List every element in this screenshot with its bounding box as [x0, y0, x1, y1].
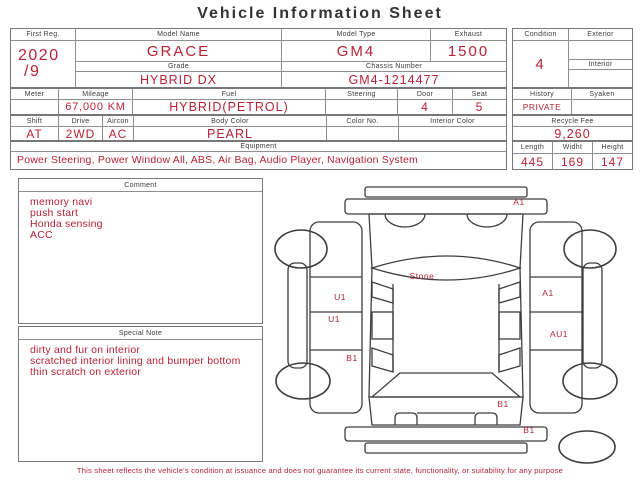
first-reg-value [11, 41, 75, 87]
rear-bumper [345, 427, 547, 453]
aircon-value: AC [103, 127, 133, 140]
comment-text [19, 192, 262, 241]
model-name-label: Model Name [76, 29, 281, 40]
recycle-fee-panel [512, 115, 633, 141]
interior-label: Interior [569, 60, 632, 69]
damage-label: A1 [513, 197, 525, 207]
identity-table [10, 28, 507, 88]
chassis-number-value: GM4-1214477 [282, 72, 506, 87]
height-value: 147 [593, 154, 632, 169]
damage-label: B1 [497, 399, 509, 409]
fuel-label: Fuel [133, 89, 325, 99]
model-name-value: GRACE [76, 41, 281, 61]
mileage-value: 67,000 KM [59, 100, 132, 114]
disclaimer-text: This sheet reflects the vehicle's condition at issuance and does not guarantee its current state, functionality, or suitability for any purpose [76, 466, 564, 475]
exterior-value [569, 41, 632, 59]
model-type-value: GM4 [282, 41, 430, 61]
body-table [10, 115, 507, 141]
interior-color-label: Interior Color [399, 116, 506, 126]
shift-value: AT [11, 127, 58, 140]
comment-title: Comment [19, 179, 262, 192]
height-label: Height [593, 142, 632, 153]
mileage-label: Mileage [59, 89, 132, 99]
shift-label: Shift [11, 116, 58, 126]
special-note-title: Special Note [19, 327, 262, 340]
seat-value: 5 [453, 100, 506, 114]
recycle-fee-label: Recycle Fee [513, 116, 632, 126]
history-panel [512, 88, 633, 115]
color-no-value [327, 127, 398, 140]
special-note-line: dirty and fur on interior [30, 344, 141, 356]
damage-label: U1 [334, 292, 346, 302]
special-note-text [19, 340, 262, 378]
first-reg-month: /9 [24, 63, 41, 80]
comment-line: push start [30, 207, 79, 219]
interior-color-value [399, 127, 506, 140]
seat-label: Seat [453, 89, 506, 99]
model-type-label: Model Type [282, 29, 430, 40]
grade-value: HYBRID DX [76, 72, 281, 87]
page-title: Vehicle Information Sheet [197, 5, 443, 22]
recycle-fee-value: 9,260 [513, 127, 632, 140]
comment-line: memory navi [30, 196, 93, 208]
damage-label: Stone [409, 271, 435, 281]
body-color-label: Body Color [134, 116, 326, 126]
damage-label: AU1 [549, 329, 569, 339]
length-label: Length [513, 142, 552, 153]
first-reg-year: 2020 [18, 47, 60, 64]
meter-value [11, 100, 58, 114]
exterior-label: Exterior [569, 29, 632, 40]
comment-line: ACC [30, 229, 53, 241]
equipment-value: Power Steering, Power Window All, ABS, Air Bag, Audio Player, Navigation System [11, 152, 506, 169]
mileage-table [10, 88, 507, 115]
syaken-label: Syaken [572, 89, 632, 99]
width-value: 169 [553, 154, 592, 169]
exhaust-label: Exhaust [431, 29, 506, 40]
special-note-line: thin scratch on exterior [30, 366, 142, 378]
chassis-number-label: Chassis Number [282, 62, 506, 71]
special-note-line: scratched interior lining and bumper bottom [30, 355, 241, 367]
comment-line: Honda sensing [30, 218, 103, 230]
history-value: PRIVATE [513, 100, 571, 114]
damage-label: U1 [328, 314, 340, 324]
comment-box [18, 178, 263, 324]
damage-label: A1 [542, 288, 554, 298]
roof-edges [393, 284, 499, 372]
drive-value: 2WD [59, 127, 102, 140]
dimensions-panel [512, 141, 633, 170]
door-label: Door [398, 89, 452, 99]
equipment-table [10, 141, 507, 170]
steering-value [326, 100, 397, 114]
meter-label: Meter [11, 89, 58, 99]
windshield [372, 256, 520, 280]
car-damage-diagram [272, 182, 634, 466]
damage-label: B1 [346, 353, 358, 363]
length-value: 445 [513, 154, 552, 169]
equipment-label: Equipment [11, 142, 506, 151]
side-panels [310, 222, 582, 413]
body-color-value: PEARL [134, 127, 326, 140]
color-no-label: Color No. [327, 116, 398, 126]
damage-label: B1 [523, 425, 535, 435]
steering-label: Steering [326, 89, 397, 99]
condition-value: 4 [513, 41, 568, 87]
fuel-value: HYBRID(PETROL) [133, 100, 325, 114]
interior-value [569, 70, 632, 87]
width-label: Widht [553, 142, 592, 153]
exhaust-value: 1500 [431, 41, 506, 61]
first-reg-label: First Reg. [11, 29, 75, 40]
door-value: 4 [398, 100, 452, 114]
car-body [369, 214, 523, 425]
condition-panel [512, 28, 633, 88]
rear-window [372, 373, 520, 397]
special-note-box [18, 326, 263, 462]
aircon-label: Aircon [103, 116, 133, 126]
condition-label: Condition [513, 29, 568, 40]
history-label: History [513, 89, 571, 99]
grade-label: Grade [76, 62, 281, 71]
syaken-value [572, 100, 632, 114]
spare-tire [559, 431, 615, 463]
drive-label: Drive [59, 116, 102, 126]
